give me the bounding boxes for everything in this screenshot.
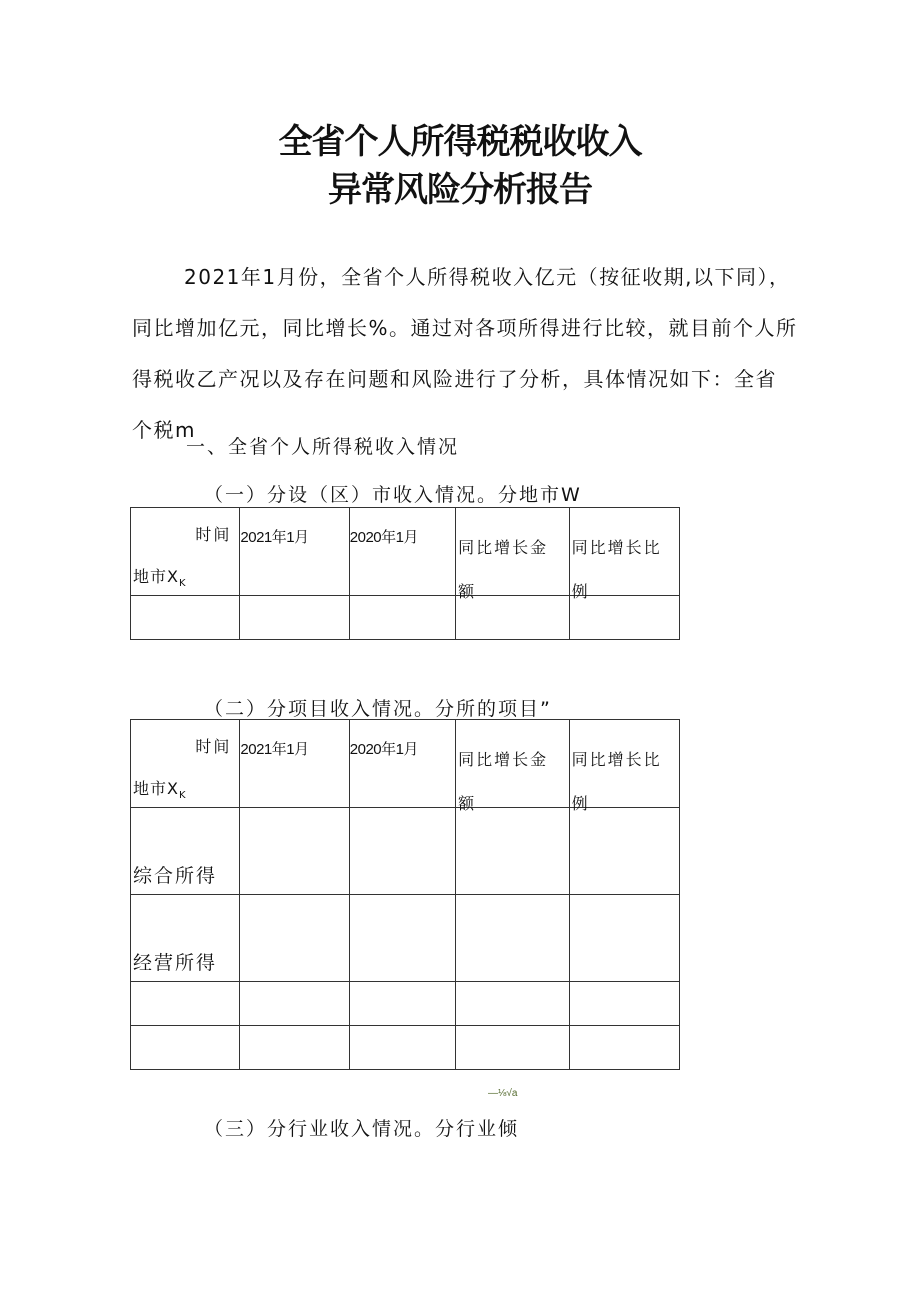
table-row <box>131 808 680 895</box>
header-2020-cell: 2020年1月 <box>349 508 455 596</box>
header-time-label: 时间 <box>195 737 232 756</box>
header-ratio-cell: 同比增长比例 <box>569 720 679 808</box>
intro-paragraph <box>132 252 798 456</box>
paragraph-line: 得税收乙产况以及存在问题和风险进行了分析，具体情况如下：全省 <box>132 367 777 391</box>
subsection-heading-2: （二）分项目收入情况。分所的项目” <box>204 698 552 720</box>
header-amount-cell: 同比增长金额 <box>456 508 569 596</box>
section-heading-1: 一、全省个人所得税收入情况 <box>186 436 460 458</box>
paragraph-line: 个税m <box>132 418 196 442</box>
row-label: 经营所得 <box>133 952 218 974</box>
paragraph-line: 同比增加亿元，同比增长%。通过对各项所得进行比较，就目前个人所 <box>132 316 798 340</box>
header-2021-cell: 2021年1月 <box>240 720 349 808</box>
header-amount-cell: 同比增长金额 <box>456 720 569 808</box>
page-mark: —⅛√a <box>488 1088 518 1099</box>
subsection-heading-3: （三）分行业收入情况。分行业倾 <box>204 1118 520 1140</box>
diagonal-header-cell <box>131 508 240 596</box>
header-2020-cell: 2020年1月 <box>349 720 455 808</box>
header-time-label: 时间 <box>195 525 232 544</box>
header-city-label: 地市$X_K$ <box>133 566 187 589</box>
city-income-table <box>130 507 680 640</box>
row-label: 综合所得 <box>133 865 218 887</box>
table-row <box>131 1026 680 1070</box>
table-header-row <box>131 720 680 808</box>
header-city-label: 地市$X_K$ <box>133 778 187 801</box>
document-title-line1: 全省个人所得税税收收入 <box>278 122 642 162</box>
table-row <box>131 895 680 982</box>
header-ratio-cell: 同比增长比例 <box>569 508 679 596</box>
subsection-heading-1: （一）分设（区）市收入情况。分地市W <box>204 484 582 506</box>
item-income-table <box>130 719 680 1070</box>
paragraph-line: 2021年1月份，全省个人所得税收入亿元（按征收期,以下同）， <box>184 265 791 289</box>
table-row <box>131 982 680 1026</box>
table-header-row <box>131 508 680 596</box>
header-2021-cell: 2021年1月 <box>240 508 349 596</box>
diagonal-header-cell <box>131 720 240 808</box>
document-title-line2: 异常风险分析报告 <box>328 170 592 210</box>
table-row <box>131 596 680 640</box>
